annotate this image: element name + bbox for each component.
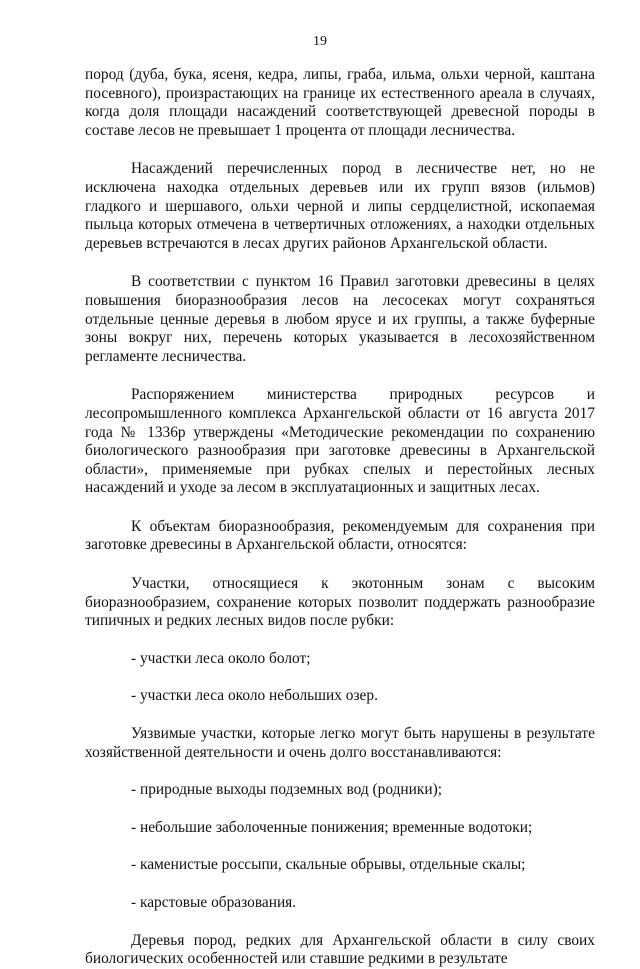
paragraph-species-absence: Насаждений перечисленных пород в лесничестве нет, но не исключена находка отдельных деревьев или их групп вязов (ильмов) гладкого и шершавого, ольхи черной и липы сердцелистной, ископаемая пыльца которых отмечена в четвертичных отложениях, а находки отдельных деревьев встречаются в лесах других районов Архангельской области. xyxy=(85,160,595,252)
paragraph-ecotone-zones: Участки, относящиеся к экотонным зонам с высоким биоразнообразием, сохранение которых позволит поддержать разнообразие типичных и редких лесных видов после рубки: xyxy=(85,575,595,630)
paragraph-rare-trees: Деревья пород, редких для Архангельской области в силу своих биологических особенностей или ставшие редкими в результате xyxy=(85,931,595,968)
paragraph-ministry-order: Распоряжением министерства природных ресурсов и лесопромышленного комплекса Архангельской области от 16 августа 2017 года № 1336р утверждены «Методические рекомендации по сохранению биологического разнообразия при заготовке древесины в Архангельской области», применяемые при рубках спелых и перестойных лесных насаждений и уходе за лесом в эксплуатационных и защитных лесах. xyxy=(85,386,595,497)
document-body xyxy=(85,66,595,969)
list-item-bogs: - участки леса около болот; xyxy=(131,649,311,667)
paragraph-biodiversity-objects: К объектам биоразнообразия, рекомендуемым для сохранения при заготовке древесины в Архангельской области, относятся: xyxy=(85,517,595,554)
list-item-karst: - карстовые образования. xyxy=(131,894,297,911)
list-item-springs: - природные выходы подземных вод (родники); xyxy=(131,781,443,799)
list-item-wetland-depressions: - небольшие заболоченные понижения; временные водотоки; xyxy=(131,818,533,836)
paragraph-continued: пород (дуба, бука, ясеня, кедра, липы, граба, ильма, ольхи черной, каштана посевного), произрастающих на границе их естественного ареала в случаях, когда доля площади насаждений соответствующей древесной породы в составе лесов не превышает 1 процента от площади лесничества. xyxy=(85,66,595,139)
page-number: 19 xyxy=(313,34,327,49)
paragraph-vulnerable-sites: Уязвимые участки, которые легко могут быть нарушены в результате хозяйственной деятельности и очень долго восстанавливаются: xyxy=(85,725,595,761)
list-item-rocky-screes: - каменистые россыпи, скальные обрывы, отдельные скалы; xyxy=(131,856,526,874)
paragraph-rules-point-16: В соответствии с пунктом 16 Правил заготовки древесины в целях повышения биоразнообразия лесов на лесосеках могут сохраняться отдельные ценные деревья в любом ярусе и их группы, а также буферные зоны вокруг них, перечень которых указывается в лесохозяйственном регламенте лесничества. xyxy=(85,273,595,365)
list-item-small-lakes: - участки леса около небольших озер. xyxy=(131,687,378,705)
